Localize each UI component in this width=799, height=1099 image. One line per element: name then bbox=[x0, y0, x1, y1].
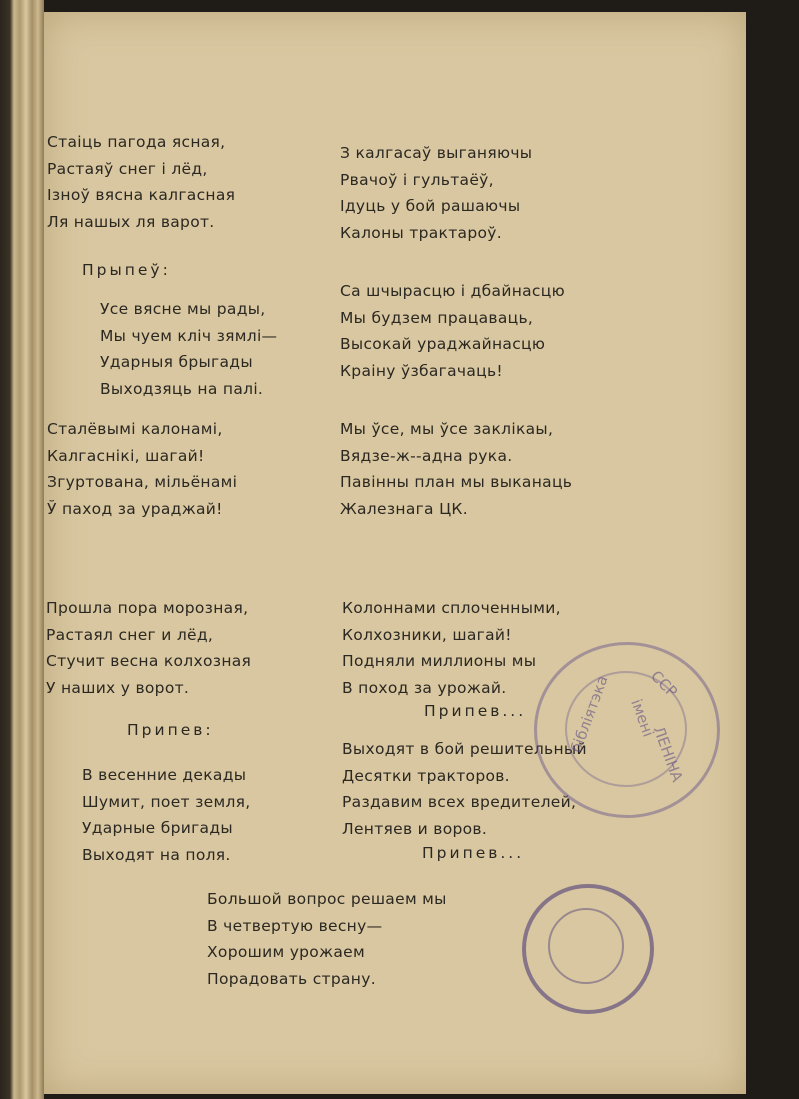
text-line: Ударные бригады bbox=[82, 819, 233, 837]
library-stamp-small bbox=[522, 884, 654, 1014]
text-line: Выходят на поля. bbox=[82, 845, 231, 864]
text-line: Калгаснікі, шагай! bbox=[47, 446, 205, 465]
text-line: Ударныя брыгады bbox=[100, 353, 253, 371]
text-line: Рвачоў і гультаёў, bbox=[340, 170, 494, 189]
text-line: Мы чуем кліч зямлі— bbox=[100, 326, 278, 345]
stamp-text: ЛЕНІНА bbox=[649, 723, 687, 785]
ru-refrain-2: Припев... bbox=[422, 844, 525, 862]
chorus-label: Прыпеў: bbox=[82, 261, 171, 279]
book-spine bbox=[0, 0, 44, 1099]
text-line: Ў паход за ураджай! bbox=[47, 499, 223, 518]
text-line: Ізноў вясна калгасная bbox=[47, 186, 236, 204]
text-line: Растаял снег и лёд, bbox=[46, 625, 214, 644]
text-line: В весенние декады bbox=[82, 766, 247, 784]
text-line: Колхозники, шагай! bbox=[342, 625, 512, 644]
stamp-text: імені bbox=[627, 696, 658, 740]
text-line: Краіну ўзбагачаць! bbox=[340, 361, 503, 380]
page bbox=[44, 12, 746, 1094]
text-line: Выходзяць на палі. bbox=[100, 379, 264, 398]
text-line: З калгасаў выганяючы bbox=[340, 144, 533, 162]
text-line: Усе вясне мы рады, bbox=[100, 300, 266, 318]
col2-verse2 bbox=[340, 278, 565, 384]
text-line: Стучит весна колхозная bbox=[46, 652, 252, 670]
library-stamp bbox=[534, 642, 720, 818]
text-line: Згуртована, мільёнамі bbox=[47, 473, 238, 491]
ru-chorus bbox=[82, 762, 251, 868]
text-line: Сталёвымі калонамі, bbox=[47, 420, 223, 438]
col1-verse1 bbox=[47, 129, 235, 235]
col1-verse2 bbox=[47, 416, 237, 522]
text-line: Большой вопрос решаем мы bbox=[207, 890, 447, 908]
text-line: Прошла пора морозная, bbox=[46, 599, 249, 617]
ru-chorus-label: Припев: bbox=[127, 721, 214, 739]
text-line: Лентяев и воров. bbox=[342, 819, 488, 838]
text-line: Десятки тракторов. bbox=[342, 766, 510, 785]
text-line: Ля нашых ля варот. bbox=[47, 212, 215, 231]
text-line: Выходят в бой решительный bbox=[342, 740, 587, 758]
col2-verse3 bbox=[340, 416, 572, 522]
text-line: Раздавим всех вредителей, bbox=[342, 793, 577, 811]
col1-chorus bbox=[100, 296, 277, 402]
stamp-text: ССР bbox=[647, 667, 681, 701]
text-line: В четвертую весну— bbox=[207, 916, 383, 935]
ru-final-verse bbox=[207, 886, 447, 992]
text-line: Хорошим урожаем bbox=[207, 943, 365, 961]
text-line: В поход за урожай. bbox=[342, 678, 507, 697]
stamp-text: бібліятэка bbox=[567, 673, 612, 755]
ru-refrain-1: Припев... bbox=[424, 702, 527, 720]
text-line: Калоны трактароў. bbox=[340, 223, 502, 242]
ru-col2-verse1 bbox=[342, 595, 561, 701]
text-line: Порадовать страну. bbox=[207, 969, 376, 988]
text-line: Ідуць у бой рашаючы bbox=[340, 197, 521, 215]
text-line: Стаіць пагода ясная, bbox=[47, 133, 226, 151]
text-line: Высокай ураджайнасцю bbox=[340, 335, 546, 353]
text-line: Растаяў снег і лёд, bbox=[47, 159, 208, 178]
text-line: Мы будзем працаваць, bbox=[340, 308, 534, 327]
ru-col1-verse1 bbox=[46, 595, 251, 701]
text-line: Мы ўсе, мы ўсе заклікаы, bbox=[340, 420, 554, 438]
text-line: Са шчырасцю і дбайнасцю bbox=[340, 282, 565, 300]
text-line: Колоннами сплоченными, bbox=[342, 599, 561, 617]
text-line: Жалезнага ЦК. bbox=[340, 499, 468, 518]
col2-verse1 bbox=[340, 140, 532, 246]
text-line: Шумит, поет земля, bbox=[82, 792, 251, 811]
text-line: Вядзе-ж--адна рука. bbox=[340, 446, 513, 465]
text-line: Подняли миллионы мы bbox=[342, 652, 537, 670]
text-line: Павінны план мы выканаць bbox=[340, 473, 573, 491]
text-line: У наших у ворот. bbox=[46, 678, 190, 697]
